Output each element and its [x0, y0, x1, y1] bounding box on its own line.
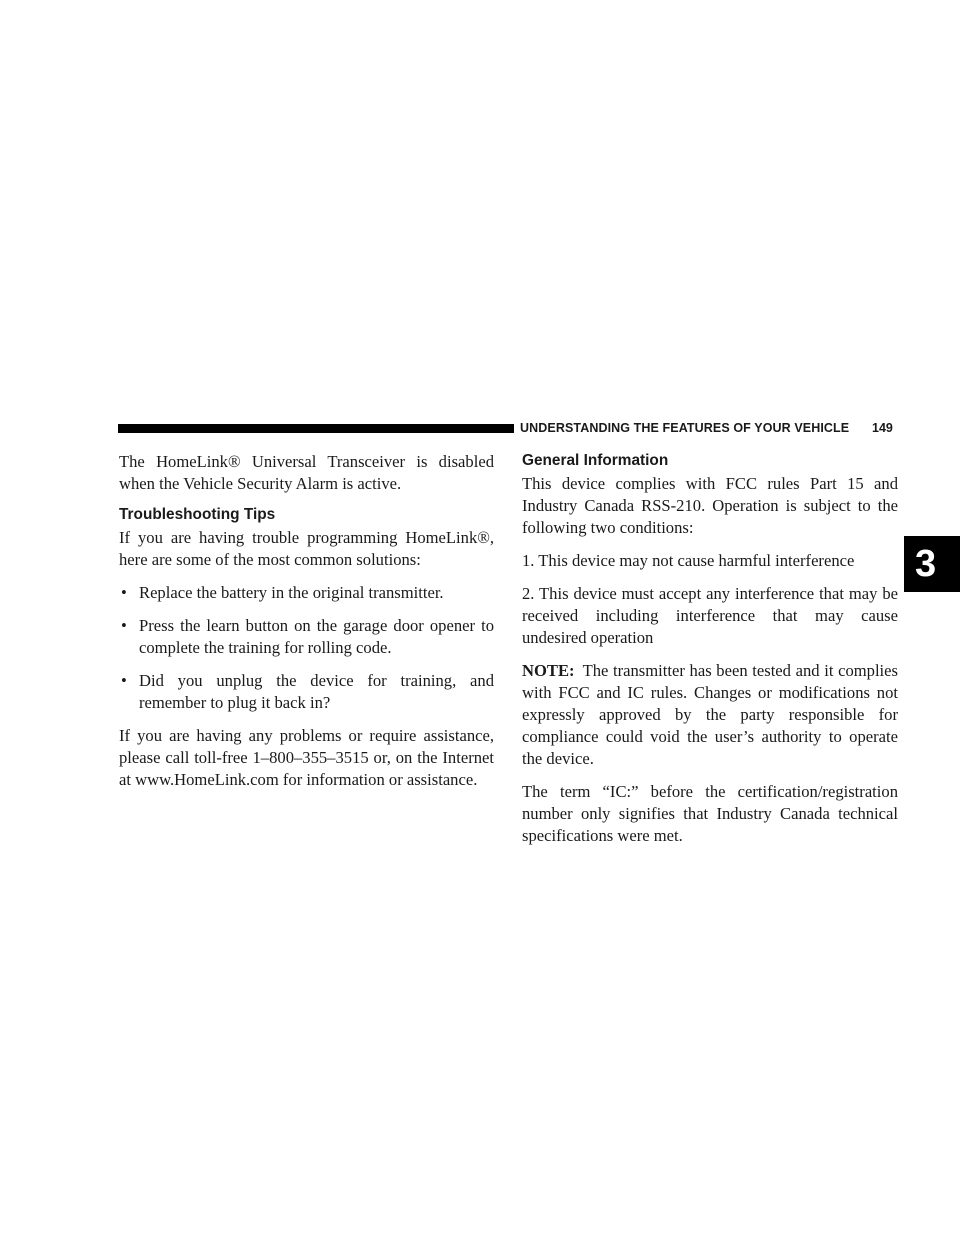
security-alarm-paragraph: The HomeLink® Universal Transceiver is disabled when the Vehicle Security Alarm is active. [119, 452, 494, 493]
troubleshooting-heading: Troubleshooting Tips [119, 506, 276, 523]
list-item-text: Replace the battery in the original transmitter. [139, 583, 444, 602]
right-column [522, 451, 898, 858]
fcc-compliance-paragraph: This device complies with FCC rules Part 15 and Industry Canada RSS-210. Operation is subject to the following two conditions: [522, 474, 898, 537]
condition-one: 1. This device may not cause harmful interference [522, 551, 855, 570]
list-item [119, 582, 494, 604]
assistance-paragraph: If you are having any problems or require assistance, please call toll-free 1–800–355–3515 or, on the Internet at www.HomeLink.com for information or assistance. [119, 726, 494, 789]
chapter-tab: 3 [904, 536, 960, 592]
list-item-text: Did you unplug the device for training, and remember to plug it back in? [139, 671, 494, 712]
condition-two: 2. This device must accept any interference that may be received including interference that may cause undesired operation [522, 584, 898, 647]
list-item [119, 615, 494, 659]
troubleshooting-lead: If you are having trouble programming HomeLink®, here are some of the most common solutions: [119, 528, 494, 569]
bullet-icon: • [121, 583, 127, 602]
bullet-icon: • [121, 671, 127, 690]
note-label: NOTE: [522, 661, 575, 680]
header-rule [118, 424, 514, 433]
page-number: 149 [872, 421, 893, 435]
bullet-icon: • [121, 616, 127, 635]
list-item [119, 670, 494, 714]
running-header-title: UNDERSTANDING THE FEATURES OF YOUR VEHICLE [520, 421, 850, 435]
note-text: The transmitter has been tested and it complies with FCC and IC rules. Changes or modifications not expressly approved by the party responsible for compliance could void the user’s authority to operate the device. [522, 661, 898, 768]
general-information-heading: General Information [522, 452, 669, 469]
note-paragraph [522, 660, 898, 770]
list-item-text: Press the learn button on the garage door opener to complete the training for rolling code. [139, 616, 494, 657]
left-column [119, 451, 494, 802]
ic-paragraph: The term “IC:” before the certification/registration number only signifies that Industry Canada technical specifications were met. [522, 782, 898, 845]
solutions-list [119, 582, 494, 714]
